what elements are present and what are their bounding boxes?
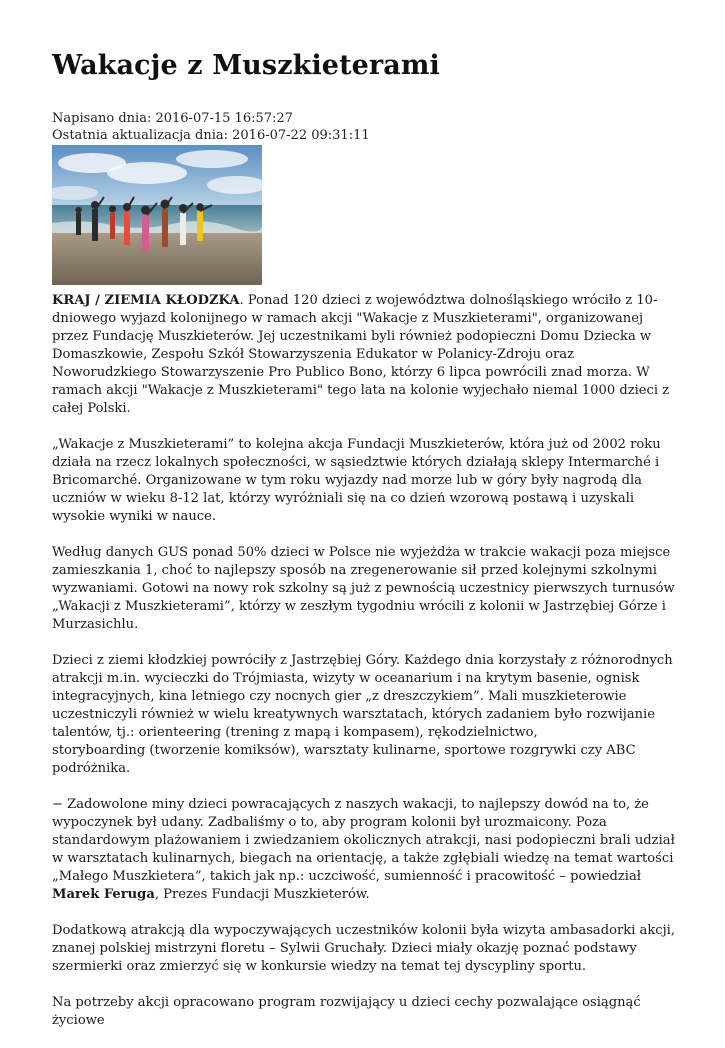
paragraph-5-text: − Zadowolone miny dzieci powracających z naszych wakacji, to najlepszy dowód na to, że wypoczynek był udany. Zadbaliśmy o to, aby program kolonii był urozmaicony. Poza standardowym plażowaniem i zwiedzaniem okolicznych atrakcji, nasi podopieczni brali udział w warsztatach kulinarnych, biegach na orientację, a także zgłębiali wiedzę na temat wartości „Małego Muszkietera”, takich jak np.: uczciwość, sumienność i pracowitość – powiedział <box>52 797 675 884</box>
article-photo <box>52 145 262 285</box>
paragraph-1 <box>52 292 677 418</box>
lead-tag: KRAJ / ZIEMIA KŁODZKA <box>52 293 240 308</box>
paragraph-6: Dodatkową atrakcją dla wypoczywających uczestników kolonii była wizyta ambasadorki akcji, znanej polskiej mistrzyni floretu – Sylwii Gruchały. Dzieci miały okazję poznać podstawy szermierki oraz zmierzyć się w konkursie wiedzy na temat tej dyscypliny sportu. <box>52 923 676 974</box>
paragraph-7: Na potrzeby akcji opracowano program rozwijający u dzieci cechy pozwalające osiągnąć życiowe <box>52 995 641 1028</box>
paragraph-5-end: , Prezes Fundacji Muszkieterów. <box>154 887 370 902</box>
paragraph-1-text: . Ponad 120 dzieci z województwa dolnośląskiego wróciło z 10-dniowego wyjazd kolonijnego w ramach akcji "Wakacje z Muszkieterami", organizowanej przez Fundację Muszkieterów. Jej uczestnikami byli również podopieczni Domu Dziecka w Domaszkowie, Zespołu Szkół Stowarzyszenia Edukator w Polanicy-Zdroju oraz Noworudzkiego Stowarzyszenie Pro Publico Bono, którzy 6 lipca powrócili znad morza. W ramach akcji "Wakacje z Muszkieterami" tego lata na kolonie wyjechało niemal 1000 dzieci z całej Polski. <box>52 293 670 416</box>
speaker-name: Marek Feruga <box>52 887 155 902</box>
paragraph-3: Według danych GUS ponad 50% dzieci w Polsce nie wyjeżdża w trakcie wakacji poza miejsce zamieszkania 1, choć to najlepszy sposób na zregenerowanie sił przed kolejnymi szkolnymi wyzwaniami. Gotowi na nowy rok szkolny są już z pewnością uczestnicy pierwszych turnusów „Wakacji z Muszkieterami”, którzy w zeszłym tygodniu wrócili z kolonii w Jastrzębiej Górze i Murzasichlu. <box>52 545 675 632</box>
article-body <box>52 292 677 1048</box>
updated-date: Ostatnia aktualizacja dnia: 2016-07-22 09:31:11 <box>52 128 370 143</box>
paragraph-2: „Wakacje z Muszkieterami” to kolejna akcja Fundacji Muszkieterów, która już od 2002 roku działa na rzecz lokalnych społeczności, w sąsiedztwie których działają sklepy Intermarché i Bricomarché. Organizowane w tym roku wyjazdy nad morze lub w góry były nagrodą dla uczniów w wieku 8-12 lat, którzy wyróżniali się na co dzień wzorową postawą i uzyskali wysokie wyniki w nauce. <box>52 437 661 524</box>
written-date: Napisano dnia: 2016-07-15 16:57:27 <box>52 111 293 126</box>
paragraph-5 <box>52 796 677 904</box>
beach-photo-image <box>52 145 262 285</box>
article-title: Wakacje z Muszkieterami <box>52 50 440 81</box>
paragraph-4 <box>52 652 677 778</box>
paragraph-4-text-end: storyboarding (tworzenie komiksów), warsztaty kulinarne, sportowe rozgrywki czy ABC podróżnika. <box>52 743 636 776</box>
paragraph-4-text: Dzieci z ziemi kłodzkiej powróciły z Jastrzębiej Góry. Każdego dnia korzystały z różnorodnych atrakcji m.in. wycieczki do Trójmiasta, wizyty w oceanarium i na krytym basenie, ognisk integracyjnych, kina letniego czy nocnych gier „z dreszczykiem”. Mali muszkieterowie uczestniczyli również w wielu kreatywnych warsztatach, których zadaniem było rozwijanie talentów, tj.: orienteering (trening z mapą i kompasem), rękodzielnictwo, <box>52 653 673 740</box>
article-meta <box>52 110 370 144</box>
